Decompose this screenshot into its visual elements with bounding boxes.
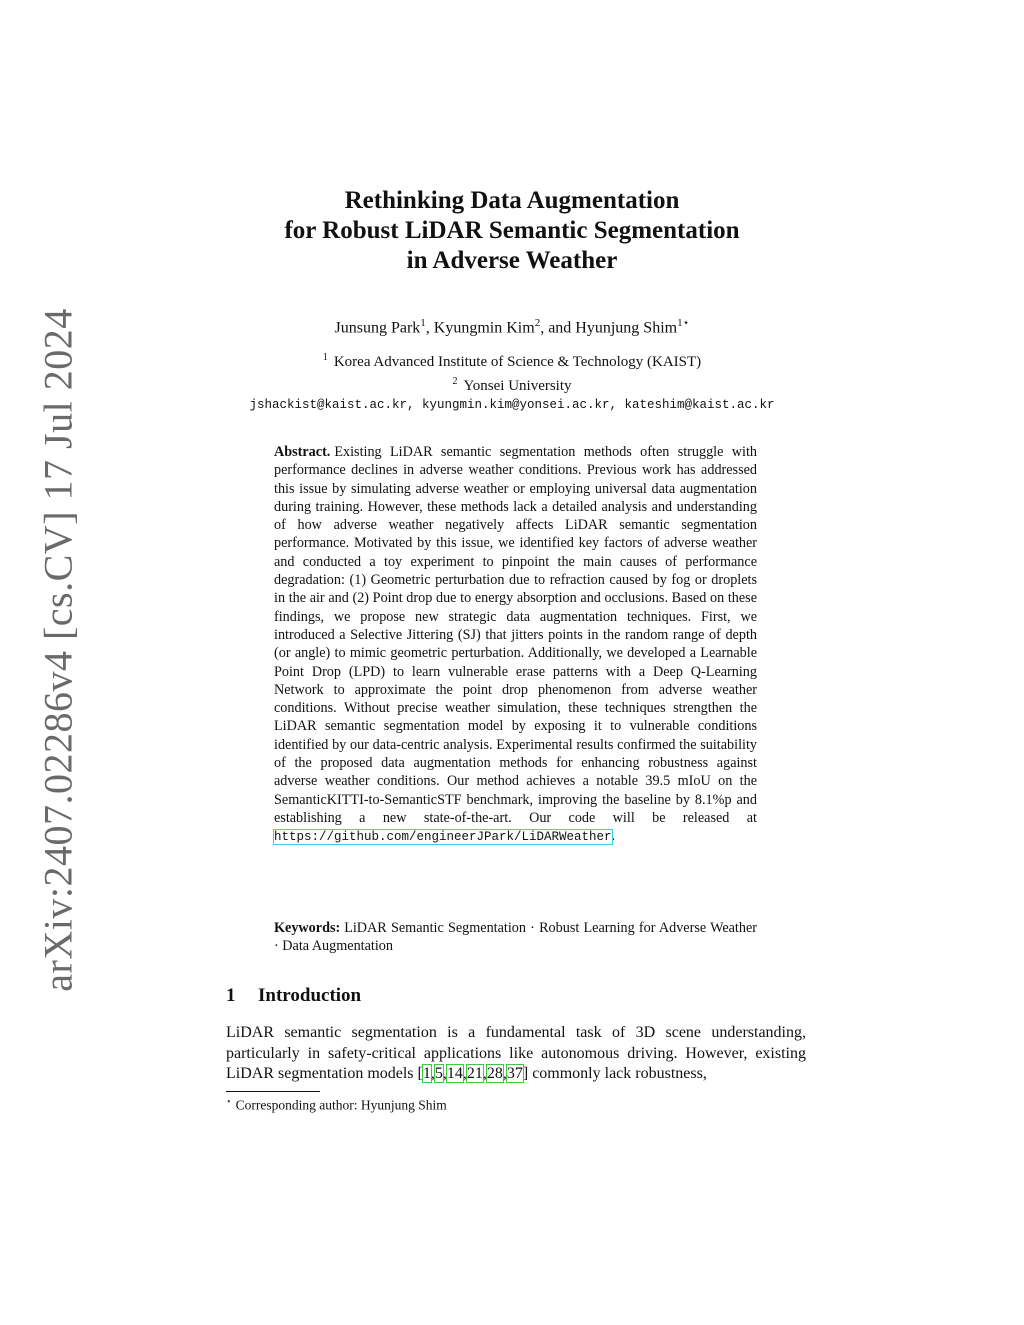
footnote	[226, 1096, 447, 1114]
title-line: for Robust LiDAR Semantic Segmentation	[284, 217, 740, 244]
author-mark: 1⋆	[677, 317, 690, 329]
keywords-text: LiDAR Semantic Segmentation · Robust Learning for Adverse Weather · Data Augmentation	[274, 920, 757, 955]
footnote-divider	[226, 1091, 320, 1092]
abstract	[274, 443, 757, 847]
citation-link[interactable]: 37	[506, 1065, 523, 1082]
abstract-text: Existing LiDAR semantic segmentation methods often struggle with performance declines in adverse weather conditions. Previous work has addressed this issue by simulating adverse weather or employing universal data augmentation during training. However, these methods lack a detailed analysis and understanding of how adverse weather negatively affects LiDAR semantic segmentation performance. Motivated by this issue, we identified key factors of adverse weather and conducted a toy experiment to pinpoint the main causes of performance degradation: (1) Geometric perturbation due to refraction caused by fog or droplets in the air and (2) Point drop due to energy absorption and occlusions. Based on these findings, we propose new strategic data augmentation techniques. First, we introduced a Selective Jittering (SJ) that jitters points in the random range of depth (or angle) to mimic geometric perturbation. Additionally, we developed a Learnable Point Drop (LPD) to learn vulnerable erase patterns with a Deep Q-Learning Network to approximate the point drop phenomenon from adverse weather conditions. Without precise weather simulation, these techniques strengthen the LiDAR semantic segmentation model by exposing it to vulnerable conditions identified by our data-centric analysis. Experimental results confirmed the suitability of the proposed data augmentation methods for enhancing robustness against adverse weather conditions. Our method achieves a notable 39.5 mIoU on the SemanticKITTI-to-SemanticSTF benchmark, improving the baseline by 8.1%p and establishing a new state-of-the-art. Our code will be released at	[274, 444, 757, 826]
arxiv-identifier-stamp: arXiv:2407.02286v4 [cs.CV] 17 Jul 2024	[35, 308, 81, 992]
affiliation	[0, 348, 1024, 372]
author-mark: 1	[420, 317, 426, 329]
abstract-label: Abstract.	[274, 444, 331, 460]
author-separator: , and	[540, 319, 576, 337]
paper-title	[0, 186, 1024, 276]
section-number: 1	[226, 985, 236, 1006]
citation-link[interactable]: 5	[434, 1065, 443, 1082]
affiliation-mark: 2	[452, 376, 458, 387]
abstract-tail: .	[611, 828, 616, 845]
section-title: Introduction	[258, 985, 362, 1006]
affiliations	[0, 348, 1024, 415]
citation-link[interactable]: 28	[486, 1065, 503, 1082]
author-name: Kyungmin Kim	[433, 319, 535, 337]
author-name: Hyunjung Shim	[575, 319, 678, 337]
title-line: in Adverse Weather	[406, 247, 618, 274]
affiliation	[0, 372, 1024, 396]
footnote-text: Corresponding author: Hyunjung Shim	[235, 1097, 447, 1113]
affiliation-text: Yonsei University	[463, 378, 572, 394]
author-list	[0, 313, 1024, 338]
intro-text: LiDAR semantic segmentation is a fundamental task of 3D scene understanding, particularly in safety-critical applications like autonomous driving. However, existing LiDAR segmentation models [	[226, 1024, 806, 1082]
author-emails: jshackist@kaist.ac.kr, kyungmin.kim@yonsei.ac.kr, kateshim@kaist.ac.kr	[249, 398, 775, 412]
code-link[interactable]: https://github.com/engineerJPark/LiDARWeather	[274, 830, 612, 845]
intro-text: ] commonly lack robustness,	[522, 1065, 707, 1082]
author-separator: ,	[425, 319, 434, 337]
citation-link[interactable]: 14	[446, 1065, 463, 1082]
section-heading	[226, 985, 361, 1007]
title-line: Rethinking Data Augmentation	[344, 187, 680, 214]
citation-link[interactable]: 1	[422, 1065, 431, 1082]
keywords	[274, 919, 757, 956]
affiliation-mark: 1	[322, 352, 328, 363]
keywords-label: Keywords:	[274, 920, 341, 936]
author-name: Junsung Park	[334, 319, 421, 337]
citation-link[interactable]: 21	[466, 1065, 483, 1082]
affiliation-text: Korea Advanced Institute of Science & Technology (KAIST)	[333, 354, 702, 370]
intro-paragraph: LiDAR semantic segmentation is a fundamental task of 3D scene understanding, particularly in safety-critical applications like autonomous driving. However, existing LiDAR segmentation models [1,5,14,21,28,37] commonly lack robustness,	[226, 1024, 806, 1082]
author-mark: 2	[534, 317, 541, 329]
footnote-mark: ⋆	[226, 1096, 232, 1106]
